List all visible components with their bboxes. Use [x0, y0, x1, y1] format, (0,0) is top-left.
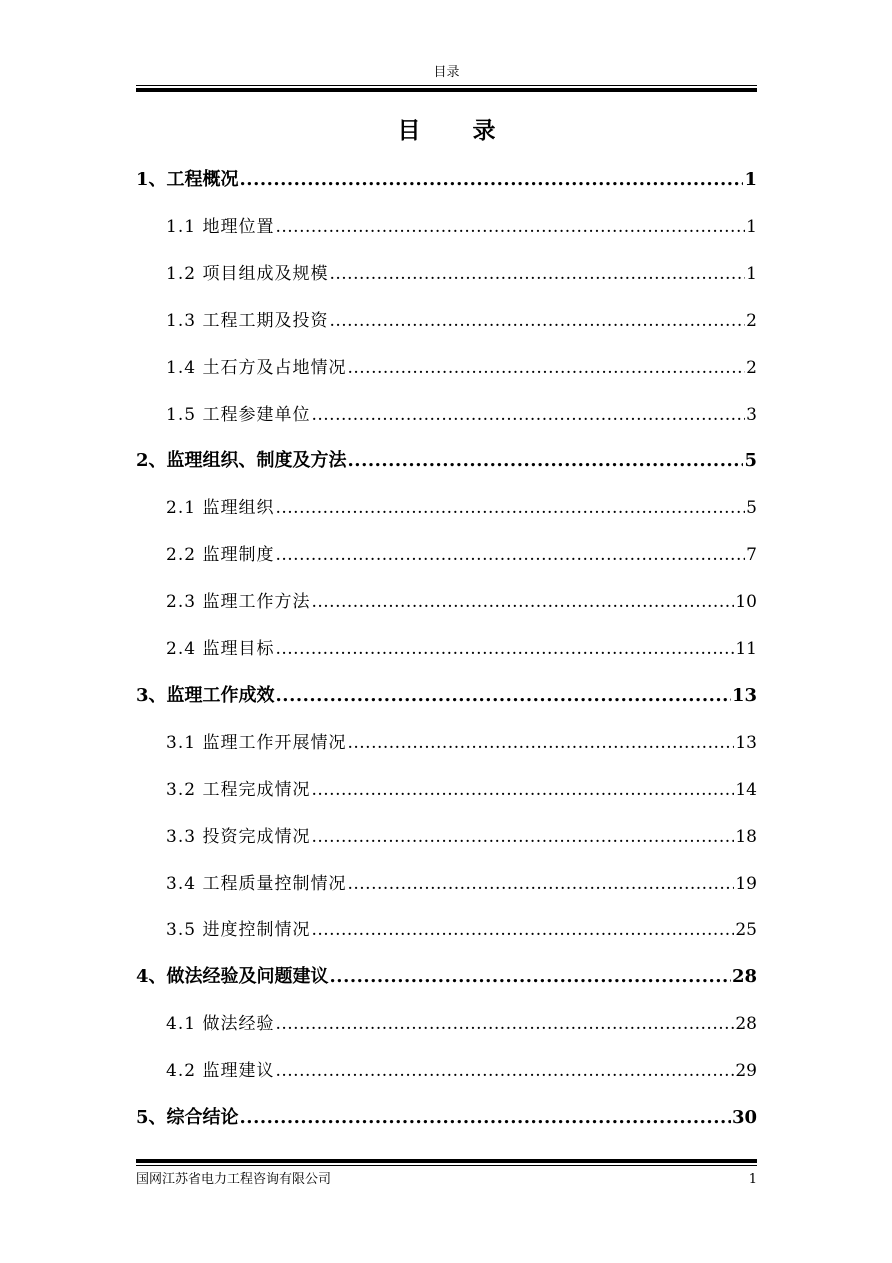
toc-section-entry[interactable]	[166, 494, 757, 522]
toc-chapter-entry[interactable]	[136, 447, 757, 475]
toc-entry-page: 30	[731, 1107, 757, 1128]
toc-dot-leader	[276, 682, 731, 710]
toc-entry-label: 1.4 土石方及占地情况	[166, 358, 347, 378]
toc-section-entry[interactable]	[166, 541, 757, 569]
header-title: 目录	[433, 65, 460, 80]
toc-entry-label: 5、综合结论	[136, 1107, 239, 1128]
toc-entry-page: 28	[731, 966, 757, 987]
footer-rule-thin	[136, 1165, 757, 1166]
toc-dot-leader	[240, 166, 744, 194]
toc-entry-label: 1.3 工程工期及投资	[166, 311, 329, 331]
toc-entry-page: 5	[746, 498, 757, 518]
footer-company: 国网江苏省电力工程咨询有限公司	[136, 1172, 332, 1187]
toc-entry-label: 2.2 监理制度	[166, 545, 275, 565]
toc-dot-leader	[347, 354, 745, 382]
toc-entry-page: 5	[744, 450, 757, 471]
toc-entry-label: 3.4 工程质量控制情况	[166, 874, 347, 894]
toc-entry-label: 2.3 监理工作方法	[166, 592, 311, 612]
toc-entry-page: 25	[735, 920, 757, 940]
toc-entry-label: 1、工程概况	[136, 169, 239, 190]
toc-dot-leader	[329, 307, 745, 335]
toc-dot-leader	[347, 870, 734, 898]
toc-dot-leader	[311, 916, 734, 944]
toc-entry-page: 2	[746, 311, 757, 331]
toc-entry-page: 29	[735, 1061, 757, 1081]
toc-section-entry[interactable]	[166, 916, 757, 944]
toc-dot-leader	[329, 260, 745, 288]
toc-entry-page: 1	[746, 217, 757, 237]
toc-section-entry[interactable]	[166, 307, 757, 335]
toc-entry-label: 4.2 监理建议	[166, 1061, 275, 1081]
toc-dot-leader	[348, 447, 744, 475]
toc-entry-label: 2、监理组织、制度及方法	[136, 450, 347, 471]
toc-dot-leader	[311, 776, 734, 804]
toc-section-entry[interactable]	[166, 401, 757, 429]
toc-dot-leader	[275, 213, 745, 241]
toc-entry-page: 19	[735, 874, 757, 894]
toc-section-entry[interactable]	[166, 635, 757, 663]
toc-chapter-entry[interactable]	[136, 682, 757, 710]
toc-entry-page: 1	[744, 169, 757, 190]
toc-section-entry[interactable]	[166, 1057, 757, 1085]
toc-dot-leader	[275, 635, 734, 663]
toc-chapter-entry[interactable]	[136, 166, 757, 194]
toc-entry-label: 2.4 监理目标	[166, 639, 275, 659]
toc-entry-label: 3.5 进度控制情况	[166, 920, 311, 940]
toc-section-entry[interactable]	[166, 776, 757, 804]
toc-section-entry[interactable]	[166, 588, 757, 616]
toc-entry-label: 3.2 工程完成情况	[166, 780, 311, 800]
footer-rule-thick	[136, 1159, 757, 1163]
toc-section-entry[interactable]	[166, 870, 757, 898]
toc-section-entry[interactable]	[166, 260, 757, 288]
toc-entry-page: 3	[746, 405, 757, 425]
toc-entry-page: 2	[746, 358, 757, 378]
toc-entry-label: 1.5 工程参建单位	[166, 405, 311, 425]
toc-chapter-entry[interactable]	[136, 1104, 757, 1132]
toc-section-entry[interactable]	[166, 823, 757, 851]
toc-dot-leader	[240, 1104, 731, 1132]
toc-section-entry[interactable]	[166, 354, 757, 382]
toc-dot-leader	[311, 588, 734, 616]
toc-entry-label: 3.1 监理工作开展情况	[166, 733, 347, 753]
toc-dot-leader	[311, 823, 734, 851]
toc-section-entry[interactable]	[166, 213, 757, 241]
toc-entry-label: 4、做法经验及问题建议	[136, 966, 329, 987]
toc-dot-leader	[347, 729, 734, 757]
toc-dot-leader	[275, 494, 745, 522]
toc-section-entry[interactable]	[166, 729, 757, 757]
toc-dot-leader	[275, 1057, 734, 1085]
toc-entry-label: 3、监理工作成效	[136, 685, 275, 706]
toc-entry-page: 13	[731, 685, 757, 706]
toc-entry-label: 2.1 监理组织	[166, 498, 275, 518]
toc-entry-page: 28	[735, 1014, 757, 1034]
toc-entry-label: 4.1 做法经验	[166, 1014, 275, 1034]
toc-entry-label: 3.3 投资完成情况	[166, 827, 311, 847]
footer-page-number: 1	[748, 1172, 757, 1187]
toc-entry-page: 10	[735, 592, 757, 612]
toc-section-entry[interactable]	[166, 1010, 757, 1038]
toc-entry-page: 13	[735, 733, 757, 753]
toc-chapter-entry[interactable]	[136, 963, 757, 991]
page-title: 目 录	[397, 117, 518, 144]
toc-entry-page: 14	[735, 780, 757, 800]
toc-entry-page: 11	[735, 639, 757, 659]
toc-dot-leader	[275, 1010, 734, 1038]
toc-entry-page: 18	[735, 827, 757, 847]
toc-dot-leader	[330, 963, 731, 991]
toc-entry-page: 1	[746, 264, 757, 284]
toc-entry-label: 1.1 地理位置	[166, 217, 275, 237]
toc-dot-leader	[311, 401, 745, 429]
toc-dot-leader	[275, 541, 745, 569]
toc-entry-label: 1.2 项目组成及规模	[166, 264, 329, 284]
toc-entry-page: 7	[746, 545, 757, 565]
